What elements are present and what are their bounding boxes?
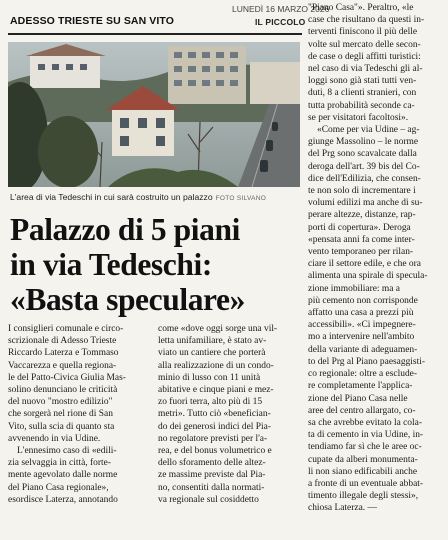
text-line: a fronte di un eventuale abbat-	[308, 478, 424, 489]
article-column-2	[158, 323, 301, 506]
text-line: terventi finiscono il più delle	[308, 27, 418, 38]
caption-text: L'area di via Tedeschi in cui sarà costruito un palazzo	[10, 192, 213, 202]
text-line: no regolatore previsti per l'a-	[158, 433, 268, 444]
headline-line: «Basta speculare»	[10, 282, 245, 317]
text-line: affatto una casa a prezzi più	[308, 308, 414, 319]
text-line: che sorgerà nel rione di San	[8, 409, 113, 420]
text-line: "Piano Casa"». Peraltro, «le	[308, 3, 414, 13]
text-line: L'ennesimo caso di «edili-	[17, 446, 117, 457]
photo-caption	[10, 192, 304, 202]
text-line: sa che avrebbe evitato la cola-	[308, 417, 422, 428]
text-line: chiosa Laterza. —	[308, 503, 377, 514]
text-line: porti di copertura». Deroga	[308, 222, 411, 233]
text-line: volumi edilizi ma anche di su-	[308, 198, 423, 209]
text-line: del nuovo "mostro edilizio"	[8, 397, 113, 408]
text-line: li non siano edificabili anche	[308, 466, 418, 477]
text-line: cupate da alberi monumenta-	[308, 454, 418, 465]
issue-date: LUNEDÌ 16 MARZO 2026	[232, 4, 330, 14]
text-line: avvenendo in via Udine.	[8, 433, 101, 444]
text-line: solino denunciano le criticità	[8, 385, 118, 396]
text-line: tendiamo far sì che le aree oc-	[308, 442, 422, 453]
newspaper-name: IL PICCOLO	[255, 17, 306, 27]
text-line: do dei generosi indici del Pia-	[158, 421, 271, 432]
headline-line: Palazzo di 5 piani	[10, 212, 240, 247]
text-line: se per visitatori facoltosi».	[308, 112, 409, 123]
text-line: come «dove oggi sorge una vil-	[158, 324, 278, 334]
section-heading: ADESSO TRIESTE SU SAN VITO	[10, 15, 175, 27]
text-line: esordisce Laterza, annotando	[8, 494, 118, 505]
text-line: perare altezze, distanze, rap-	[308, 210, 416, 221]
text-line: ze massime previste dal Pia-	[158, 470, 266, 481]
text-line: deroga dell'art. 39 bis del Co-	[308, 161, 420, 172]
text-line: zione immobiliare: ma a	[308, 283, 400, 294]
text-line: loggi sono già stati tutti ven-	[308, 76, 417, 87]
text-line: giunge Massolino – le norme	[308, 137, 419, 148]
text-line: alla realizzazione di un condo-	[158, 360, 274, 371]
text-line: Vito, sulla scia di quanto sta	[8, 421, 115, 432]
text-line: I consiglieri comunale e circo-	[8, 324, 124, 334]
text-line: ta di cemento in via Udine, in-	[308, 430, 424, 441]
text-line: dello sforamento delle altez-	[158, 458, 266, 469]
article-headline	[10, 212, 306, 317]
text-line: volte sul mercato delle secon-	[308, 39, 421, 50]
text-line: co regionale: oltre a esclude-	[308, 369, 418, 380]
text-line: de case o degli affitti turistici:	[308, 51, 421, 62]
text-line: le del Patto-Civica Giulia Mas-	[8, 372, 126, 383]
text-line: timento illegale degli stessi»,	[308, 491, 419, 502]
text-line: tutta probabilità seconde ca-	[308, 100, 415, 111]
text-line: no, consentiti dalla normati-	[158, 482, 265, 493]
photo-illustration	[8, 42, 300, 187]
text-line: del Prg sono scavalcate dalla	[308, 149, 417, 160]
text-line: vento temporaneo per rilan-	[308, 247, 414, 258]
text-line: letta unifamiliare, è stato av-	[158, 336, 267, 347]
text-line: scrizionale di Adesso Trieste	[8, 336, 117, 347]
text-line: «pensata anni fa come inter-	[308, 234, 415, 245]
article-photo	[8, 42, 300, 187]
text-line: accessibili». «Ci impegnere-	[308, 320, 416, 331]
text-line: case che risultano da questi in-	[308, 15, 425, 26]
text-line: mo a intervenire nell'ambito	[308, 332, 415, 343]
text-line: dice dell'Edilizia, che consen-	[308, 173, 421, 184]
text-line: rea, e del bonus volumetrico e	[158, 446, 272, 457]
article-column-1	[8, 323, 153, 506]
text-line: mente agevolato dalle norme	[8, 470, 118, 481]
text-line: più cemento non corrisponde	[308, 295, 418, 306]
text-line: «Come per via Udine – ag-	[317, 125, 420, 136]
text-line: te non solo di incrementare i	[308, 186, 416, 197]
text-line: abitative e cinque piani e mez-	[158, 385, 274, 396]
section-rule	[8, 33, 302, 35]
headline-line: in via Tedeschi:	[10, 247, 212, 282]
photo-credit: FOTO SILVANO	[215, 195, 267, 202]
text-line: Vaccarezza e quella regiona-	[8, 360, 117, 371]
text-line: re completamente l'applica-	[308, 381, 413, 392]
text-line: del Piano Casa regionale»,	[8, 482, 109, 493]
text-line: duti, 8 a clienti stranieri, con	[308, 88, 417, 99]
text-line: alimenta una spirale di specula-	[308, 271, 428, 282]
text-line: zo fuori terra, alto più di 15	[158, 397, 263, 408]
text-line: zione del Piano Casa nelle	[308, 393, 408, 404]
text-line: Riccardo Laterza e Tommaso	[8, 348, 119, 359]
text-line: zia selvaggia in città, forte-	[8, 458, 111, 469]
article-column-3	[308, 2, 442, 515]
text-line: ciare il settore edile, e che ora	[308, 259, 421, 270]
text-line: aree del centro allargato, co-	[308, 405, 416, 416]
text-line: nel caso di via Tedeschi gli al-	[308, 64, 423, 75]
text-line: della variante di adeguamen-	[308, 344, 418, 355]
text-line: va regionale sul cosiddetto	[158, 494, 259, 505]
text-line: metri». Tutto ciò «benefician-	[158, 409, 271, 420]
text-line: to del Prg al Piano paesaggisti-	[308, 356, 425, 367]
text-line: minio di lusso con 11 unità	[158, 372, 261, 383]
text-line: viato un cantiere che porterà	[158, 348, 266, 359]
